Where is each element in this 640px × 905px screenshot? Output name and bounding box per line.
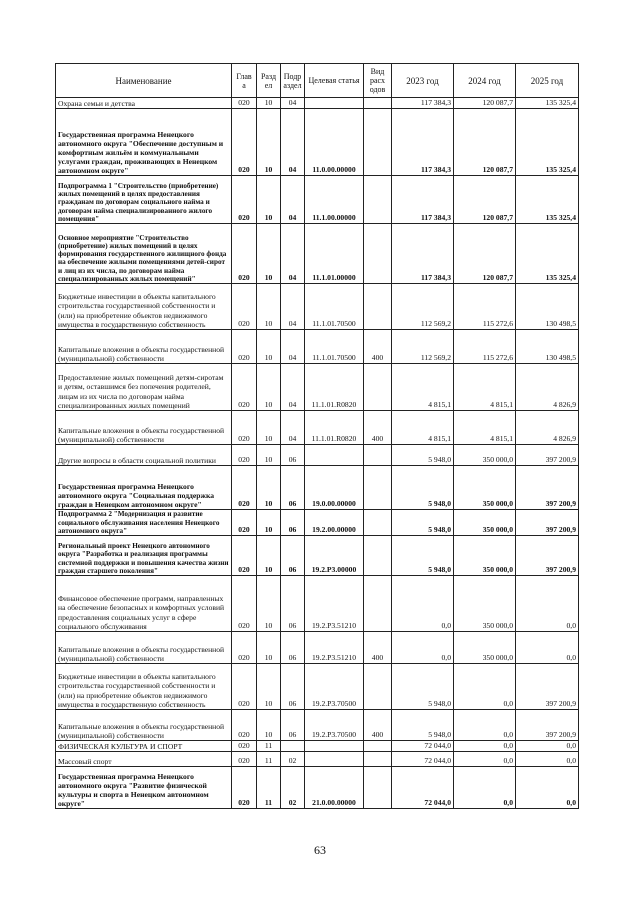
- table-row: [56, 466, 579, 510]
- row-2025: 0,0: [516, 741, 579, 752]
- row-razdel: 10: [257, 98, 281, 109]
- row-2023: 117 384,3: [392, 109, 454, 176]
- row-podrazdel: 02: [281, 752, 305, 767]
- row-vid: [364, 284, 392, 330]
- row-vid: [364, 364, 392, 411]
- row-target: 19.2.00.00000: [305, 510, 364, 536]
- row-glava: 020: [232, 98, 257, 109]
- row-2024: 0,0: [454, 741, 516, 752]
- row-2024: 350 000,0: [454, 632, 516, 664]
- row-podrazdel: 04: [281, 176, 305, 224]
- row-podrazdel: [281, 741, 305, 752]
- row-vid: [364, 664, 392, 710]
- row-glava: 020: [232, 510, 257, 536]
- row-vid: 400: [364, 330, 392, 364]
- row-2025: 130 498,5: [516, 284, 579, 330]
- row-glava: 020: [232, 632, 257, 664]
- row-vid: [364, 224, 392, 284]
- row-target: 19.2.P3.51210: [305, 632, 364, 664]
- row-name: Бюджетные инвестиции в объекты капитального строительства государственной собственности и (или) на приобретение объектов недвижимого имущества в государственную собственность: [56, 284, 232, 330]
- row-2023: 112 569,2: [392, 330, 454, 364]
- row-2025: 397 200,9: [516, 536, 579, 576]
- row-name: Другие вопросы в области социальной политики: [56, 445, 232, 466]
- row-razdel: 10: [257, 411, 281, 445]
- row-name: Бюджетные инвестиции в объекты капитального строительства государственной собственности и (или) на приобретение объектов недвижимого имущества в государственную собственность: [56, 664, 232, 710]
- row-podrazdel: 06: [281, 576, 305, 632]
- table-row: [56, 109, 579, 176]
- row-glava: 020: [232, 445, 257, 466]
- table-row: [56, 752, 579, 767]
- row-name: Капитальные вложения в объекты государственной (муниципальной) собственности: [56, 710, 232, 741]
- row-podrazdel: 04: [281, 284, 305, 330]
- row-glava: 020: [232, 109, 257, 176]
- row-razdel: 10: [257, 109, 281, 176]
- header-name: Наименование: [56, 64, 232, 98]
- row-podrazdel: 06: [281, 664, 305, 710]
- table-row: [56, 664, 579, 710]
- row-name: Государственная программа Ненецкого автономного округа "Обеспечение доступным и комфортным жильём и коммунальными услугами граждан, проживающих в Ненецком автономном округе": [56, 109, 232, 176]
- row-razdel: 10: [257, 576, 281, 632]
- row-razdel: 10: [257, 536, 281, 576]
- row-target: 19.2.P3.70500: [305, 664, 364, 710]
- row-target: 21.0.00.00000: [305, 767, 364, 809]
- header-podrazdel: Подр аздел: [281, 64, 305, 98]
- row-target: 11.1.01.R0820: [305, 364, 364, 411]
- row-2024: 350 000,0: [454, 445, 516, 466]
- row-name: Капитальные вложения в объекты государственной (муниципальной) собственности: [56, 411, 232, 445]
- row-podrazdel: 02: [281, 767, 305, 809]
- row-2025: 130 498,5: [516, 330, 579, 364]
- row-glava: 020: [232, 536, 257, 576]
- row-vid: [364, 741, 392, 752]
- row-target: 11.1.00.00000: [305, 176, 364, 224]
- row-2025: 0,0: [516, 576, 579, 632]
- row-vid: [364, 510, 392, 536]
- row-2024: 120 087,7: [454, 224, 516, 284]
- row-2024: 0,0: [454, 752, 516, 767]
- row-name: Подпрограмма 1 "Строительство (приобретение) жилых помещений в целях предоставления гражданам по договорам социального найма и договорам найма специализированного жилого помещения": [56, 176, 232, 224]
- table-row: [56, 284, 579, 330]
- row-2024: 350 000,0: [454, 466, 516, 510]
- row-vid: [364, 576, 392, 632]
- row-name: ФИЗИЧЕСКАЯ КУЛЬТУРА И СПОРТ: [56, 741, 232, 752]
- row-podrazdel: 04: [281, 364, 305, 411]
- row-podrazdel: 04: [281, 98, 305, 109]
- row-2023: 5 948,0: [392, 536, 454, 576]
- row-target: [305, 741, 364, 752]
- table-row: [56, 364, 579, 411]
- row-2025: 135 325,4: [516, 109, 579, 176]
- page-number: 63: [314, 843, 326, 857]
- table-row: [56, 176, 579, 224]
- row-2023: 5 948,0: [392, 664, 454, 710]
- row-2024: 0,0: [454, 767, 516, 809]
- row-target: [305, 98, 364, 109]
- row-vid: 400: [364, 632, 392, 664]
- row-2025: 135 325,4: [516, 176, 579, 224]
- row-2023: 4 815,1: [392, 411, 454, 445]
- row-2025: 397 200,9: [516, 664, 579, 710]
- row-vid: [364, 752, 392, 767]
- row-target: 11.1.01.00000: [305, 224, 364, 284]
- table-row: [56, 632, 579, 664]
- row-2023: 72 044,0: [392, 741, 454, 752]
- row-2023: 72 044,0: [392, 752, 454, 767]
- row-vid: [364, 445, 392, 466]
- header-glava: Глав а: [232, 64, 257, 98]
- row-razdel: 10: [257, 664, 281, 710]
- row-glava: 020: [232, 767, 257, 809]
- row-name: Капитальные вложения в объекты государственной (муниципальной) собственности: [56, 632, 232, 664]
- row-vid: [364, 536, 392, 576]
- row-razdel: 11: [257, 767, 281, 809]
- row-2024: 115 272,6: [454, 284, 516, 330]
- row-2024: 4 815,1: [454, 364, 516, 411]
- table-row: [56, 710, 579, 741]
- row-podrazdel: 04: [281, 224, 305, 284]
- row-vid: [364, 176, 392, 224]
- row-razdel: 10: [257, 176, 281, 224]
- row-2023: 5 948,0: [392, 466, 454, 510]
- header-2025: 2025 год: [516, 64, 579, 98]
- row-razdel: 10: [257, 284, 281, 330]
- row-2024: 120 087,7: [454, 109, 516, 176]
- row-2023: 117 384,3: [392, 98, 454, 109]
- budget-table: [55, 63, 579, 809]
- header-vid: Вид расх одов: [364, 64, 392, 98]
- row-2025: 135 325,4: [516, 224, 579, 284]
- row-glava: 020: [232, 710, 257, 741]
- row-name: Государственная программа Ненецкого автономного округа "Социальная поддержка граждан в Ненецком автономном округе": [56, 466, 232, 510]
- row-2023: 117 384,3: [392, 176, 454, 224]
- row-glava: 020: [232, 466, 257, 510]
- row-2025: 397 200,9: [516, 445, 579, 466]
- row-podrazdel: 06: [281, 510, 305, 536]
- row-2023: 5 948,0: [392, 510, 454, 536]
- table-row: [56, 510, 579, 536]
- row-podrazdel: 06: [281, 536, 305, 576]
- row-name: Региональный проект Ненецкого автономного округа "Разработка и реализация программы системной поддержки и повышения качества жизни граждан старшего поколения": [56, 536, 232, 576]
- row-2025: 397 200,9: [516, 710, 579, 741]
- row-vid: [364, 109, 392, 176]
- row-2024: 115 272,6: [454, 330, 516, 364]
- row-2023: 117 384,3: [392, 224, 454, 284]
- row-2025: 4 826,9: [516, 364, 579, 411]
- row-name: Государственная программа Ненецкого автономного округа "Развитие физической культуры и спорта в Ненецком автономном округе": [56, 767, 232, 809]
- table-row: [56, 330, 579, 364]
- row-target: 19.0.00.00000: [305, 466, 364, 510]
- row-2024: 350 000,0: [454, 536, 516, 576]
- row-razdel: 10: [257, 710, 281, 741]
- row-2025: 0,0: [516, 767, 579, 809]
- row-glava: 020: [232, 176, 257, 224]
- row-2025: 0,0: [516, 632, 579, 664]
- table-row: [56, 767, 579, 809]
- row-razdel: 10: [257, 445, 281, 466]
- row-2024: 4 815,1: [454, 411, 516, 445]
- row-name: Капитальные вложения в объекты государственной (муниципальной) собственности: [56, 330, 232, 364]
- row-2025: 397 200,9: [516, 510, 579, 536]
- row-target: [305, 445, 364, 466]
- row-glava: 020: [232, 752, 257, 767]
- row-podrazdel: 04: [281, 330, 305, 364]
- row-vid: 400: [364, 710, 392, 741]
- row-2024: 120 087,7: [454, 98, 516, 109]
- row-target: 11.1.01.R0820: [305, 411, 364, 445]
- header-row: [56, 64, 579, 98]
- row-2023: 5 948,0: [392, 710, 454, 741]
- row-vid: [364, 98, 392, 109]
- row-glava: 020: [232, 330, 257, 364]
- row-2024: 350 000,0: [454, 576, 516, 632]
- row-target: [305, 752, 364, 767]
- row-razdel: 10: [257, 224, 281, 284]
- row-name: Массовый спорт: [56, 752, 232, 767]
- row-2023: 4 815,1: [392, 364, 454, 411]
- row-2024: 0,0: [454, 710, 516, 741]
- row-glava: 020: [232, 411, 257, 445]
- row-2024: 0,0: [454, 664, 516, 710]
- row-2024: 350 000,0: [454, 510, 516, 536]
- row-target: 11.1.01.70500: [305, 330, 364, 364]
- row-target: 11.0.00.00000: [305, 109, 364, 176]
- table-row: [56, 741, 579, 752]
- row-2025: 135 325,4: [516, 98, 579, 109]
- row-podrazdel: 06: [281, 710, 305, 741]
- row-podrazdel: 04: [281, 109, 305, 176]
- table-row: [56, 224, 579, 284]
- row-podrazdel: 04: [281, 411, 305, 445]
- row-razdel: 10: [257, 632, 281, 664]
- row-razdel: 11: [257, 741, 281, 752]
- row-name: Финансовое обеспечение программ, направленных на обеспечение безопасных и комфортных условий предоставления социальных услуг в сфере социального обслуживания: [56, 576, 232, 632]
- row-name: Охрана семьи и детства: [56, 98, 232, 109]
- table-row: [56, 411, 579, 445]
- row-2023: 112 569,2: [392, 284, 454, 330]
- row-2025: 0,0: [516, 752, 579, 767]
- row-2023: 72 044,0: [392, 767, 454, 809]
- row-name: Основное мероприятие "Строительство (приобретение) жилых помещений в целях формирования государственного жилищного фонда на обеспечение жилыми помещениями детей-сирот и лиц из их числа, по договорам найма специализированных жилых помещений": [56, 224, 232, 284]
- row-2025: 4 826,9: [516, 411, 579, 445]
- row-glava: 020: [232, 664, 257, 710]
- row-target: 19.2.P3.51210: [305, 576, 364, 632]
- row-target: 19.2.P3.70500: [305, 710, 364, 741]
- table-row: [56, 98, 579, 109]
- row-razdel: 10: [257, 510, 281, 536]
- table-row: [56, 536, 579, 576]
- header-2023: 2023 год: [392, 64, 454, 98]
- row-target: 19.2.P3.00000: [305, 536, 364, 576]
- row-glava: 020: [232, 741, 257, 752]
- row-vid: [364, 466, 392, 510]
- row-name: Предоставление жилых помещений детям-сиротам и детям, оставшимся без попечения родителей, лицам из их числа по договорам найма специализированных жилых помещений: [56, 364, 232, 411]
- row-vid: 400: [364, 411, 392, 445]
- row-glava: 020: [232, 364, 257, 411]
- table-row: [56, 445, 579, 466]
- header-2024: 2024 год: [454, 64, 516, 98]
- row-target: 11.1.01.70500: [305, 284, 364, 330]
- table-row: [56, 576, 579, 632]
- header-target: Целевая статья: [305, 64, 364, 98]
- row-razdel: 10: [257, 364, 281, 411]
- row-razdel: 11: [257, 752, 281, 767]
- row-2023: 0,0: [392, 576, 454, 632]
- row-name: Подпрограмма 2 "Модернизация и развитие социального обслуживания населения Ненецкого автономного округа": [56, 510, 232, 536]
- row-razdel: 10: [257, 330, 281, 364]
- row-glava: 020: [232, 224, 257, 284]
- row-podrazdel: 06: [281, 445, 305, 466]
- row-podrazdel: 06: [281, 466, 305, 510]
- row-2025: 397 200,9: [516, 466, 579, 510]
- row-2024: 120 087,7: [454, 176, 516, 224]
- row-glava: 020: [232, 576, 257, 632]
- row-vid: [364, 767, 392, 809]
- row-2023: 5 948,0: [392, 445, 454, 466]
- row-2023: 0,0: [392, 632, 454, 664]
- row-glava: 020: [232, 284, 257, 330]
- row-podrazdel: 06: [281, 632, 305, 664]
- header-razdel: Разд ел: [257, 64, 281, 98]
- row-razdel: 10: [257, 466, 281, 510]
